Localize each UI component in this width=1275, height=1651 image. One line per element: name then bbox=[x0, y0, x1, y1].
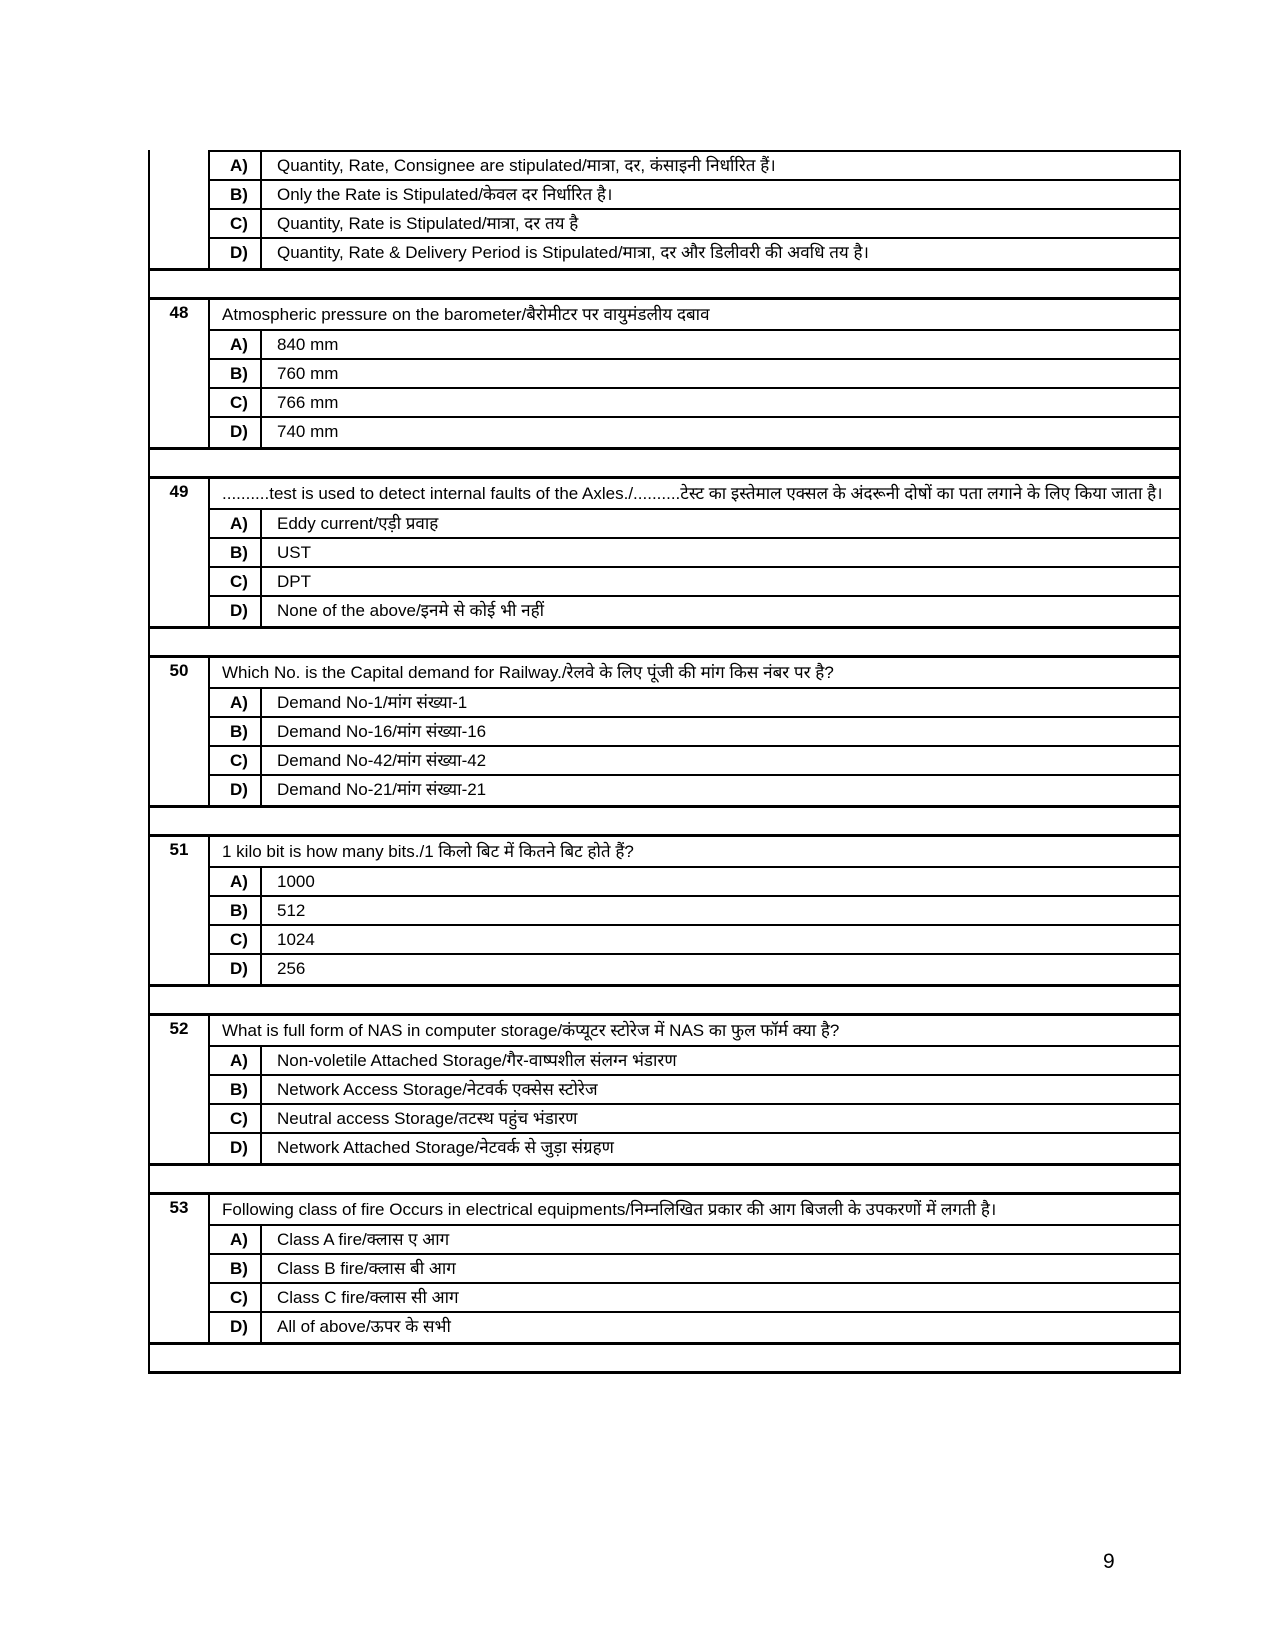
row-spacer bbox=[150, 450, 1179, 476]
page-number: 9 bbox=[1103, 1550, 1115, 1573]
option-letter: C) bbox=[210, 747, 262, 774]
question-number bbox=[150, 150, 210, 268]
question-block-53 bbox=[150, 1192, 1179, 1345]
option-text: Non-voletile Attached Storage/गैर-वाष्पशील संलग्न भंडारण bbox=[277, 1051, 677, 1070]
option-text: Quantity, Rate, Consignee are stipulated/मात्रा, दर, कंसाइनी निर्धारित हैं। bbox=[277, 156, 776, 175]
option-letter: D) bbox=[210, 776, 262, 805]
option-row bbox=[210, 389, 1179, 418]
question-content bbox=[210, 479, 1179, 626]
question-number: 53 bbox=[150, 1195, 210, 1342]
option-letter: B) bbox=[210, 718, 262, 745]
option-row bbox=[210, 152, 1179, 181]
question-number: 52 bbox=[150, 1016, 210, 1163]
option-text: All of above/ऊपर के सभी bbox=[277, 1317, 451, 1336]
option-letter: C) bbox=[210, 1105, 262, 1132]
question-content bbox=[210, 658, 1179, 805]
option-row bbox=[210, 955, 1179, 984]
question-content bbox=[210, 1016, 1179, 1163]
option-letter: A) bbox=[210, 868, 262, 895]
question-text: 1 kilo bit is how many bits./1 किलो बिट में कितने बिट होते हैं? bbox=[210, 837, 1179, 868]
option-letter: D) bbox=[210, 418, 262, 447]
row-spacer bbox=[150, 271, 1179, 297]
option-text: Class C fire/क्लास सी आग bbox=[277, 1288, 459, 1307]
option-row bbox=[210, 239, 1179, 268]
option-text: None of the above/इनमे से कोई भी नहीं bbox=[277, 601, 545, 620]
option-text: 1024 bbox=[277, 930, 315, 949]
option-text: 840 mm bbox=[277, 335, 339, 354]
option-row bbox=[210, 718, 1179, 747]
option-row bbox=[210, 926, 1179, 955]
question-block-51 bbox=[150, 834, 1179, 987]
option-text: 256 bbox=[277, 959, 306, 978]
question-number: 49 bbox=[150, 479, 210, 626]
option-text: Quantity, Rate is Stipulated/मात्रा, दर तय है bbox=[277, 214, 579, 233]
option-row bbox=[210, 747, 1179, 776]
option-letter: C) bbox=[210, 210, 262, 237]
option-letter: B) bbox=[210, 1076, 262, 1103]
row-spacer bbox=[150, 1166, 1179, 1192]
option-text: Eddy current/एड़ी प्रवाह bbox=[277, 514, 439, 533]
row-spacer bbox=[150, 987, 1179, 1013]
question-number: 50 bbox=[150, 658, 210, 805]
option-row bbox=[210, 418, 1179, 447]
question-text: Which No. is the Capital demand for Railway./रेलवे के लिए पूंजी की मांग किस नंबर पर है? bbox=[210, 658, 1179, 689]
option-letter: D) bbox=[210, 597, 262, 626]
row-spacer bbox=[150, 1345, 1179, 1371]
option-letter: D) bbox=[210, 239, 262, 268]
question-text: What is full form of NAS in computer storage/कंप्यूटर स्टोरेज में NAS का फुल फॉर्म क्या है? bbox=[210, 1016, 1179, 1047]
option-letter: B) bbox=[210, 897, 262, 924]
option-text: Demand No-42/मांग संख्या-42 bbox=[277, 751, 487, 770]
option-row bbox=[210, 1105, 1179, 1134]
question-number: 48 bbox=[150, 300, 210, 447]
option-letter: C) bbox=[210, 568, 262, 595]
option-row bbox=[210, 597, 1179, 626]
option-text: 512 bbox=[277, 901, 306, 920]
option-text: Demand No-21/मांग संख्या-21 bbox=[277, 780, 487, 799]
option-text: 740 mm bbox=[277, 422, 339, 441]
option-text: DPT bbox=[277, 572, 311, 591]
option-letter: D) bbox=[210, 1134, 262, 1163]
option-row bbox=[210, 210, 1179, 239]
option-text: Demand No-1/मांग संख्या-1 bbox=[277, 693, 468, 712]
option-row bbox=[210, 1076, 1179, 1105]
row-spacer bbox=[150, 629, 1179, 655]
option-letter: C) bbox=[210, 926, 262, 953]
option-text: Class B fire/क्लास बी आग bbox=[277, 1259, 456, 1278]
question-number: 51 bbox=[150, 837, 210, 984]
option-text: Class A fire/क्लास ए आग bbox=[277, 1230, 450, 1249]
option-text: 1000 bbox=[277, 872, 315, 891]
question-text: Following class of fire Occurs in electrical equipments/निम्नलिखित प्रकार की आग बिजली के उपकरणों में लगती है। bbox=[210, 1195, 1179, 1226]
question-block-48 bbox=[150, 297, 1179, 450]
question-content bbox=[210, 150, 1179, 268]
question-text: ..........test is used to detect internal faults of the Axles./..........टेस्ट का इस्तेमाल एक्सल के अंदरूनी दोषों का पता लगाने के लिए किया जाता है। bbox=[210, 479, 1179, 510]
option-row bbox=[210, 689, 1179, 718]
option-row bbox=[210, 1284, 1179, 1313]
question-block-50 bbox=[150, 655, 1179, 808]
option-letter: A) bbox=[210, 510, 262, 537]
option-row bbox=[210, 776, 1179, 805]
option-row bbox=[210, 1255, 1179, 1284]
option-letter: A) bbox=[210, 1047, 262, 1074]
option-row bbox=[210, 1047, 1179, 1076]
option-row bbox=[210, 181, 1179, 210]
option-text: Neutral access Storage/तटस्थ पहुंच भंडारण bbox=[277, 1109, 578, 1128]
option-letter: D) bbox=[210, 1313, 262, 1342]
option-letter: C) bbox=[210, 1284, 262, 1311]
option-row bbox=[210, 510, 1179, 539]
question-content bbox=[210, 837, 1179, 984]
option-letter: B) bbox=[210, 539, 262, 566]
option-letter: A) bbox=[210, 152, 262, 179]
option-row bbox=[210, 1134, 1179, 1163]
question-text: Atmospheric pressure on the barometer/बैरोमीटर पर वायुमंडलीय दबाव bbox=[210, 300, 1179, 331]
option-text: 766 mm bbox=[277, 393, 339, 412]
option-text: Network Attached Storage/नेटवर्क से जुड़ा संग्रहण bbox=[277, 1138, 614, 1157]
option-letter: B) bbox=[210, 1255, 262, 1282]
option-letter: B) bbox=[210, 181, 262, 208]
question-block-partial bbox=[150, 150, 1179, 271]
option-row bbox=[210, 868, 1179, 897]
option-text: 760 mm bbox=[277, 364, 339, 383]
option-text: Only the Rate is Stipulated/केवल दर निर्धारित है। bbox=[277, 185, 613, 204]
question-content bbox=[210, 1195, 1179, 1342]
option-row bbox=[210, 360, 1179, 389]
question-block-49 bbox=[150, 476, 1179, 629]
option-text: Quantity, Rate & Delivery Period is Stipulated/मात्रा, दर और डिलीवरी की अवधि तय है। bbox=[277, 243, 869, 262]
option-letter: A) bbox=[210, 331, 262, 358]
option-letter: B) bbox=[210, 360, 262, 387]
option-row bbox=[210, 539, 1179, 568]
question-content bbox=[210, 300, 1179, 447]
row-spacer bbox=[150, 808, 1179, 834]
option-letter: A) bbox=[210, 689, 262, 716]
option-text: UST bbox=[277, 543, 311, 562]
option-row bbox=[210, 1313, 1179, 1342]
option-row bbox=[210, 331, 1179, 360]
option-row bbox=[210, 897, 1179, 926]
option-letter: C) bbox=[210, 389, 262, 416]
question-block-52 bbox=[150, 1013, 1179, 1166]
question-table bbox=[148, 150, 1181, 1374]
option-row bbox=[210, 568, 1179, 597]
option-letter: A) bbox=[210, 1226, 262, 1253]
option-letter: D) bbox=[210, 955, 262, 984]
option-text: Network Access Storage/नेटवर्क एक्सेस स्टोरेज bbox=[277, 1080, 598, 1099]
option-text: Demand No-16/मांग संख्या-16 bbox=[277, 722, 487, 741]
option-row bbox=[210, 1226, 1179, 1255]
